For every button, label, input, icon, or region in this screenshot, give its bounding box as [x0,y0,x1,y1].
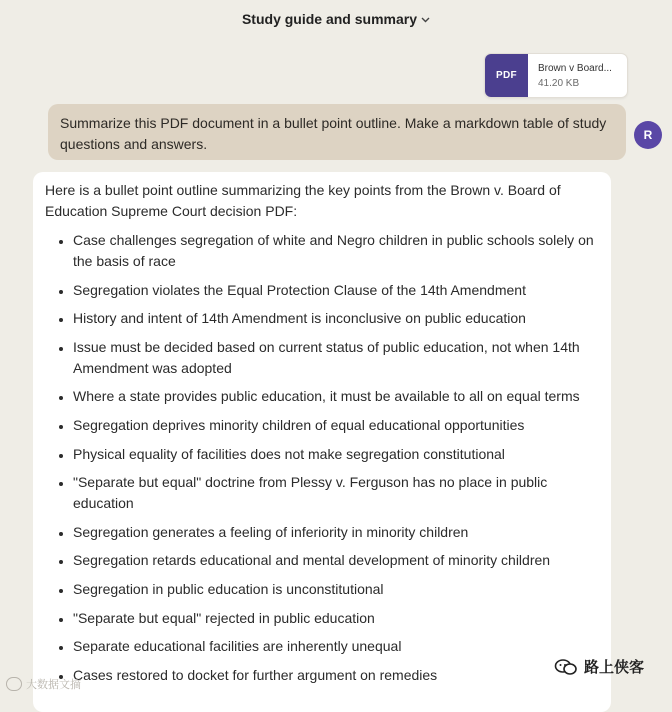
attachment-info [528,54,622,97]
list-item: • "Separate but equal" rejected in public education [73,608,599,629]
list-item: • Segregation deprives minority children of equal educational opportunities [73,415,599,436]
list-item: • Physical equality of facilities does not make segregation constitutional [73,444,599,465]
list-item: • Where a state provides public education, it must be available to all on equal terms [73,386,599,407]
conversation-title: Study guide and summary [241,11,418,27]
user-message [48,104,626,160]
list-item: • "Separate but equal" doctrine from Plessy v. Ferguson has no place in public education [73,472,599,514]
list-item: • Case challenges segregation of white and Negro children in public schools solely on the basis of race [73,230,599,272]
chevron-down-icon [421,15,430,26]
assistant-message [33,172,611,712]
list-item: • Segregation violates the Equal Protection Clause of the 14th Amendment [73,280,599,301]
watermark-right-text: 路上侠客 [584,659,645,676]
list-item: • Segregation generates a feeling of inferiority in minority children [73,522,599,543]
list-item: • Segregation retards educational and mental development of minority children [73,550,599,571]
list-item: • Segregation in public education is unconstitutional [73,579,599,600]
watermark-logo-icon [6,677,22,691]
pdf-file-icon: PDF [485,54,528,97]
list-item: • Issue must be decided based on current status of public education, not when 14th Amendment was adopted [73,337,599,379]
attachment-name: Brown v Board... [538,63,612,74]
watermark-left [6,676,81,692]
pdf-attachment[interactable] [484,53,628,98]
conversation-title-menu[interactable] [242,11,430,27]
list-item: • Cases restored to docket for further argument on remedies [73,665,599,686]
attachment-size: 41.20 KB [538,78,580,89]
assistant-intro: Here is a bullet point outline summarizing the key points from the Brown v. Board of Education Supreme Court decision PDF: [45,182,561,219]
user-message-text: Summarize this PDF document in a bullet point outline. Make a markdown table of study questions and answers. [60,115,607,152]
watermark-left-text: 大数据文摘 [26,679,81,691]
summary-bullet-list [45,230,599,686]
wechat-icon [554,658,578,676]
watermark-right [554,656,644,677]
header-bar [0,0,672,38]
avatar[interactable]: R [634,121,662,149]
list-item: • History and intent of 14th Amendment is inconclusive on public education [73,308,599,329]
list-item: • Separate educational facilities are inherently unequal [73,636,599,657]
